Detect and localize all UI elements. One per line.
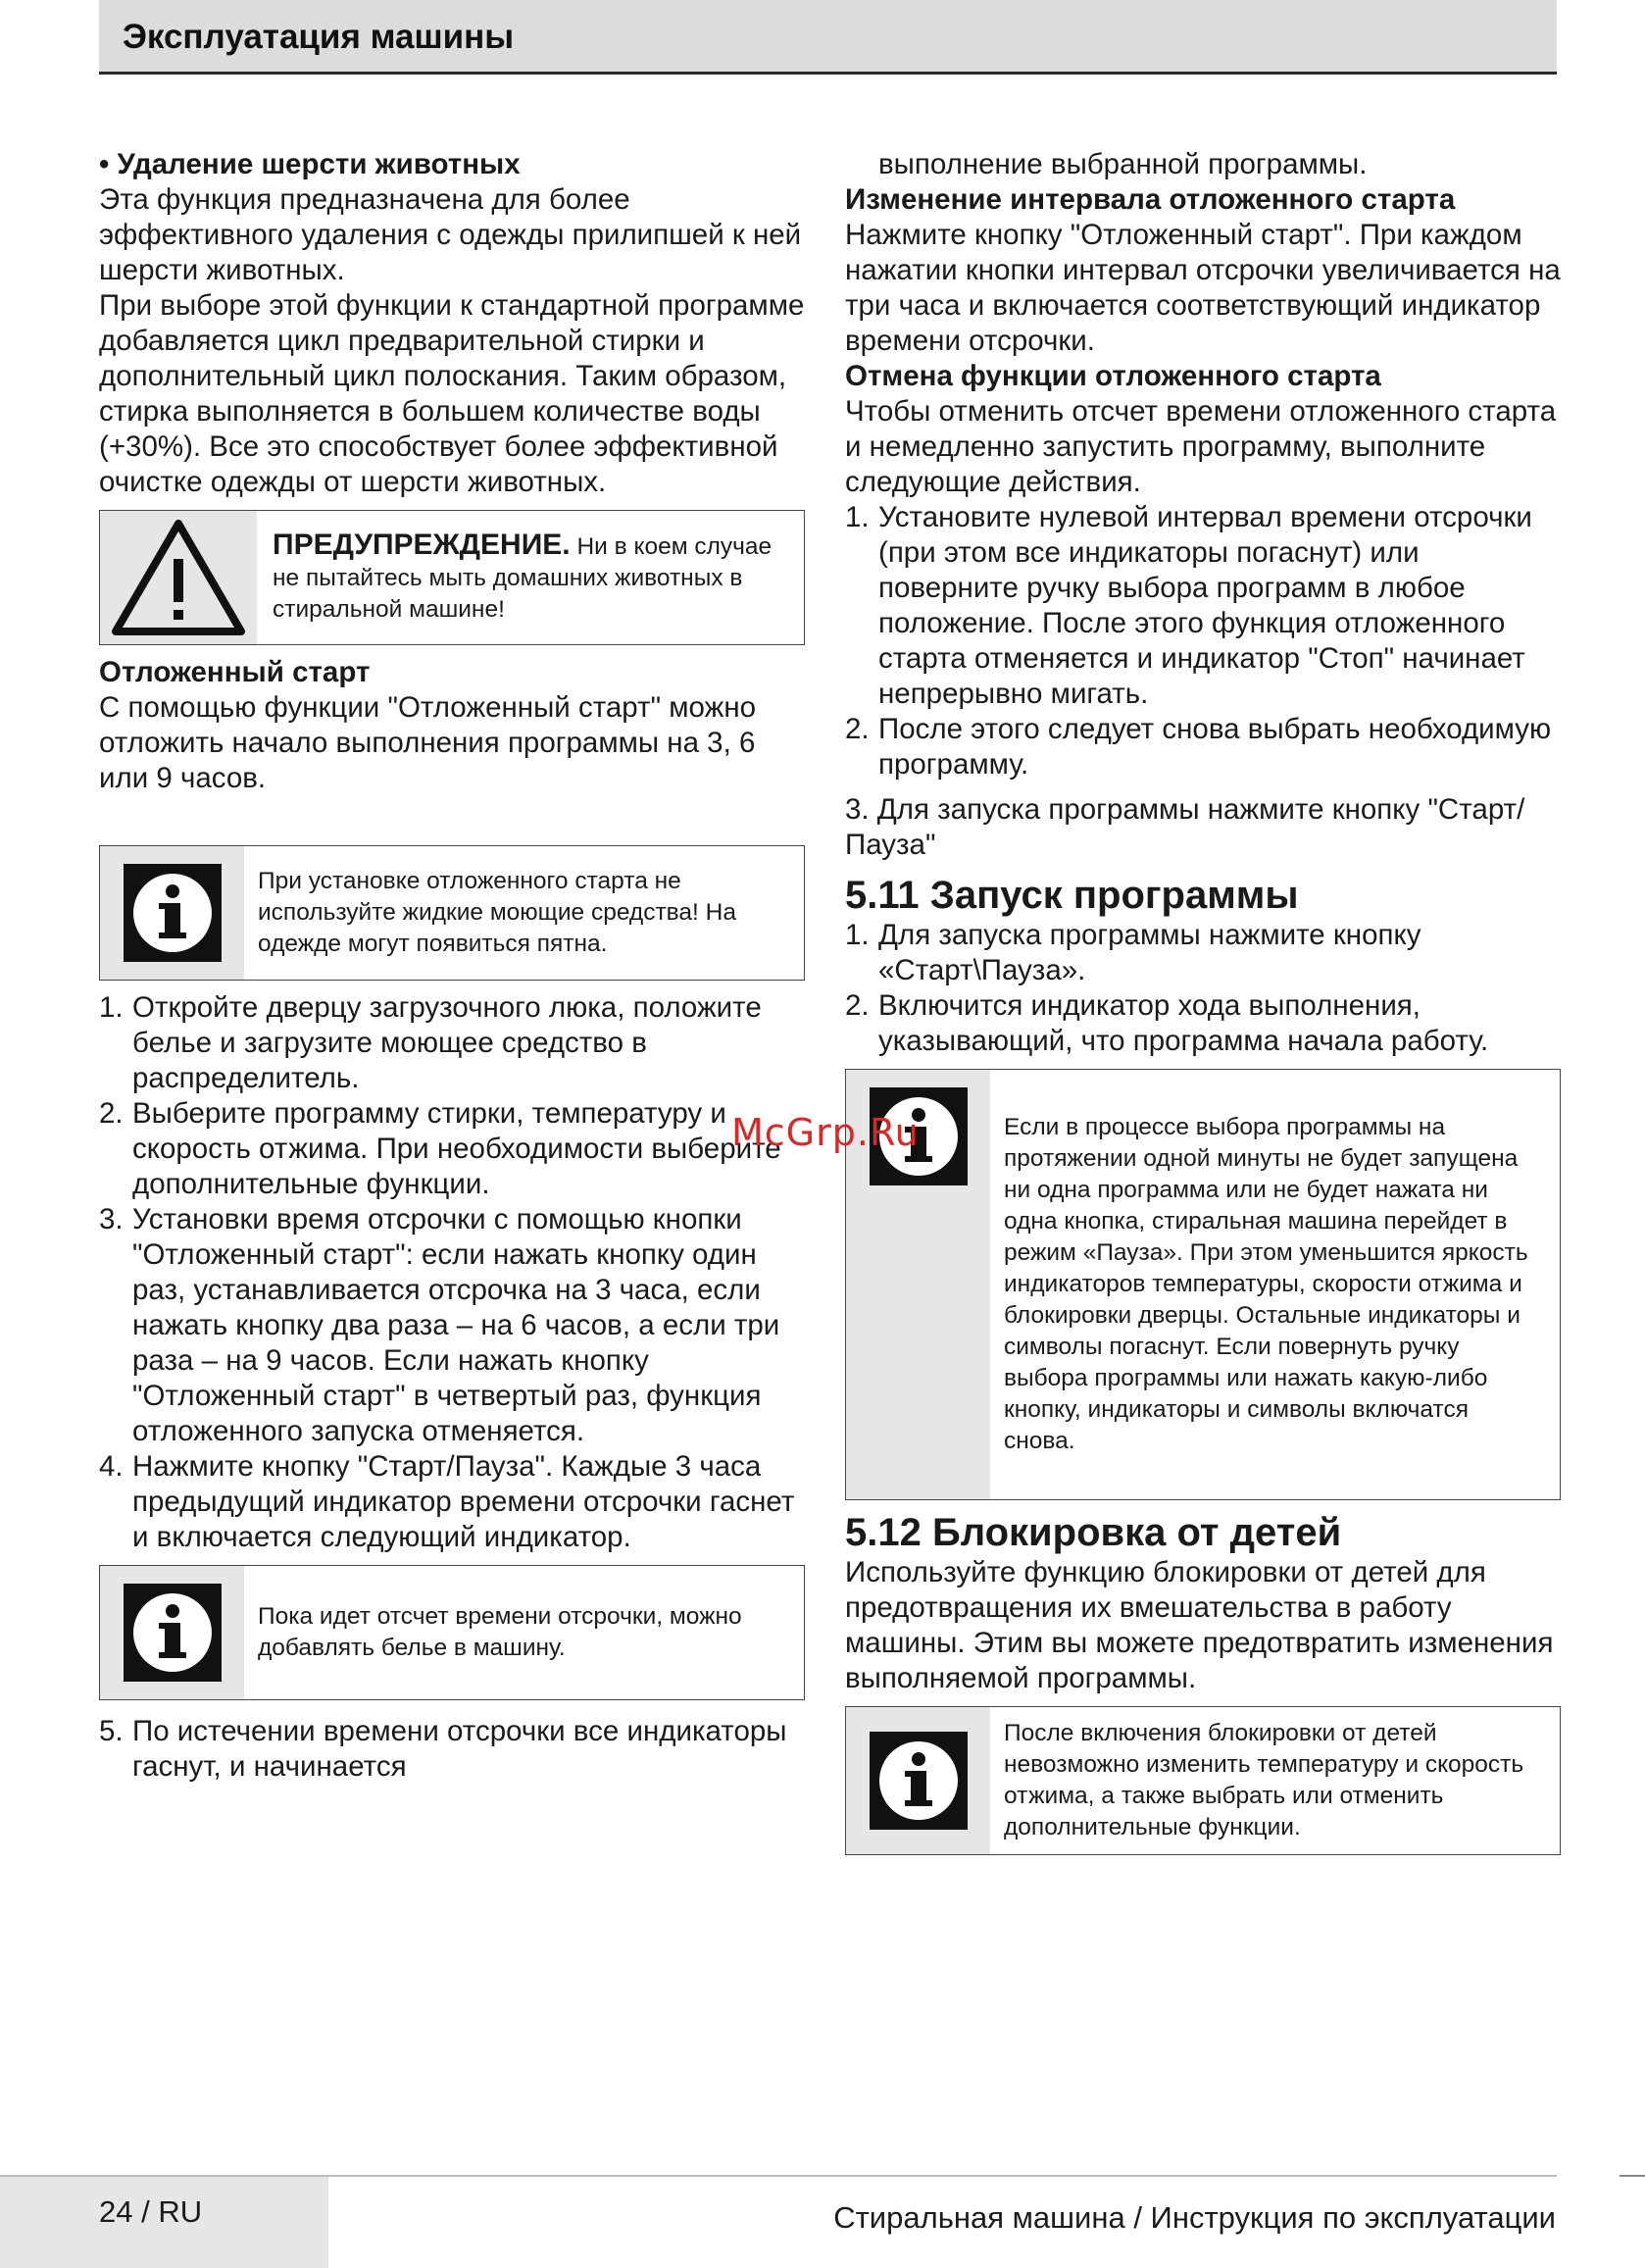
- note-liquid-detergent-text: При установке отложенного старта не используйте жидкие моющие средства! На одежде могут появиться пятна.: [258, 868, 736, 957]
- footer-divider-tick: [1620, 2175, 1645, 2177]
- list-item: 2. Выберите программу стирки, температуру и скорость отжима. При необходимости выберите дополнительные функции.: [99, 1097, 781, 1200]
- warning-box: [99, 510, 805, 645]
- change-interval-title: Изменение интервала отложенного старта: [845, 183, 1456, 216]
- right-column: [845, 147, 1561, 1855]
- note-pause-mode-text: Если в процессе выбора программы на протяжении одной минуты не будет запущена ни одна программа или не будет нажата ни одна кнопка, стиральная машина перейдет в режим «Пауза». При этом уменьшится яркость индикаторов температуры, скорости отжима и блокировки дверцы. Остальные индикаторы и символы погаснут. Если повернуть ручку выбора программы или нажать какую-либо кнопку, индикаторы и символы включатся снова.: [1004, 1114, 1528, 1454]
- note-add-laundry-text: Пока идет отсчет времени отсрочки, можно добавлять белье в машину.: [258, 1603, 742, 1661]
- note-child-lock: [845, 1706, 1561, 1855]
- delay-steps-list: [99, 990, 805, 1555]
- watermark: McGrp.Ru: [731, 1111, 920, 1154]
- list-item: 4. Нажмите кнопку "Старт/Пауза". Каждые 3 часа предыдущий индикатор времени отсрочки гаснет и включается следующий индикатор.: [99, 1450, 795, 1553]
- warning-text: Ни в коем случае не пытайтесь мыть домашних животных в стиральной машине!: [273, 533, 773, 623]
- start-steps-list: [845, 918, 1561, 1059]
- list-item: 3. Установки время отсрочки с помощью кнопки "Отложенный старт": если нажать кнопку один раз, устанавливается отсрочка на 3 часа, если нажать кнопку два раза – на 6 часов, а если три раза – на 9 часов. Если нажать кнопку "Отложенный старт" в четвертый раз, функция отложенного запуска отменяется.: [99, 1203, 780, 1447]
- child-lock-text: Используйте функцию блокировки от детей для предотвращения их вмешательства в работу машины. Этим вы можете предотвратить изменения выполняемой программы.: [845, 1556, 1554, 1694]
- header-band: [99, 0, 1557, 75]
- note-add-laundry: [99, 1565, 805, 1700]
- list-item: 1. Для запуска программы нажмите кнопку «Старт\Пауза».: [845, 919, 1421, 986]
- warning-triangle-icon: [111, 518, 246, 637]
- cancel-delay-title: Отмена функции отложенного старта: [845, 360, 1381, 392]
- delay-step-5: [99, 1714, 805, 1785]
- delay-start-intro: С помощью функции "Отложенный старт" можно отложить начало выполнения программы на 3, 6 или 9 часов.: [99, 691, 757, 794]
- cancel-delay-text: Чтобы отменить отсчет времени отложенного старта и немедленно запустить программу, выполните следующие действия.: [845, 395, 1557, 498]
- pet-hair-title: • Удаление шерсти животных: [99, 148, 521, 180]
- page-number: 24 / RU: [99, 2194, 203, 2229]
- section-5-11-title: 5.11 Запуск программы: [845, 874, 1299, 917]
- change-interval-text: Нажмите кнопку "Отложенный старт". При каждом нажатии кнопки интервал отсрочки увеличивается на три часа и включается соответствующий индикатор времени отсрочки.: [845, 219, 1561, 357]
- list-item: 2. После этого следует снова выбрать необходимую программу.: [845, 713, 1552, 781]
- note-pause-mode: [845, 1069, 1561, 1500]
- note-child-lock-text: После включения блокировки от детей невозможно изменить температуру и скорость отжима, а также выбрать или отменить дополнительные функции.: [1004, 1720, 1524, 1840]
- info-icon: [870, 1732, 968, 1830]
- warning-icon-cell: [100, 511, 257, 644]
- footer-document-title: Стиральная машина / Инструкция по эксплуатации: [833, 2200, 1556, 2235]
- warning-label: ПРЕДУПРЕЖДЕНИЕ.: [273, 529, 571, 561]
- section-5-12-title: 5.12 Блокировка от детей: [845, 1511, 1342, 1554]
- list-item: 1. Откройте дверцу загрузочного люка, положите белье и загрузите моющее средство в распределитель.: [99, 991, 762, 1094]
- continuation-text: выполнение выбранной программы.: [878, 148, 1368, 180]
- list-item: 2. Включится индикатор хода выполнения, указывающий, что программа начала работу.: [845, 989, 1489, 1057]
- info-icon: [124, 864, 222, 962]
- page-title: Эксплуатация машины: [123, 18, 515, 56]
- pet-hair-paragraph-1: Эта функция предназначена для более эффективного удаления с одежды прилипшей к ней шерсти животных.: [99, 183, 802, 286]
- delay-start-title: Отложенный старт: [99, 656, 371, 688]
- list-item: 5. По истечении времени отсрочки все индикаторы гаснут, и начинается: [99, 1715, 787, 1783]
- left-column: [99, 147, 805, 1785]
- cancel-steps-list: [845, 500, 1561, 782]
- info-icon: [124, 1584, 222, 1682]
- list-item: 1. Установите нулевой интервал времени отсрочки (при этом все индикаторы погаснут) или поверните ручку выбора программ в любое положение. После этого функция отложенного старта отменяется и индикатор "Стоп" начинает непрерывно мигать.: [845, 501, 1532, 710]
- note-liquid-detergent: [99, 845, 805, 981]
- pet-hair-paragraph-2: При выборе этой функции к стандартной программе добавляется цикл предварительной стирки и дополнительный цикл полоскания. Таким образом, стирка выполняется в большем количестве воды (+30%). Все это способствует более эффективной очистке одежды от шерсти животных.: [99, 289, 805, 498]
- cancel-step-3: 3. Для запуска программы нажмите кнопку "Старт/Пауза": [845, 793, 1525, 861]
